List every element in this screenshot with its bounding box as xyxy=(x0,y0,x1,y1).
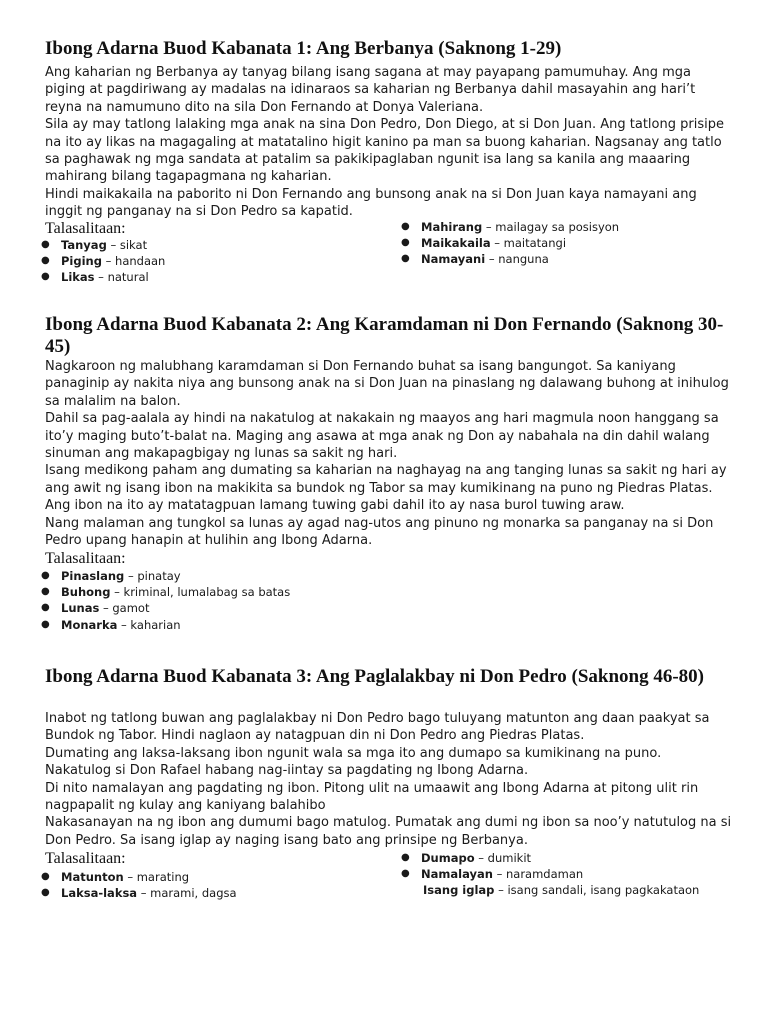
chapter-1-paragraph: Hindi maikakaila na paborito ni Don Fernando ang bunsong anak na si Don Juan kaya namayani ang inggit ng panganay na si Don Pedro sa kapatid. xyxy=(45,186,697,220)
chapter-1-paragraph: Ang kaharian ng Berbanya ay tanyag bilang isang sagana at may payapang pamumuhay. Ang mga piging at pagdiriwang ay madalas na idinaraos sa kaharian ng Berbanya dahil masayahin ang hari’t reyna na namumuno dito na sila Don Fernando at Donya Valeriana. xyxy=(45,65,696,115)
list-item: ● Maikakaila – maitatangi xyxy=(401,236,567,251)
list-item: ● Dumapo – dumikit xyxy=(401,851,532,865)
list-item: ● Pinaslang – pinatay xyxy=(41,569,181,583)
chapter-2 xyxy=(41,314,735,636)
list-item: ● Likas – natural xyxy=(41,270,149,285)
list-item: ● Piging – handaan xyxy=(41,254,166,269)
list-item: ● Namalayan – naramdaman xyxy=(401,867,584,882)
chapter-3-paragraph: Inabot ng tatlong buwan ang paglalakbay ni Don Pedro bago tuluyang matunton ang daan paakyat sa Bundok ng Tabor. Hindi naglaon ay natagpuan din ni Don Pedro ang Piedras Platas. xyxy=(45,711,710,744)
chapter-3-paragraph: Nakatulog si Don Rafael habang nag-iintay sa pagdating ng Ibong Adarna. xyxy=(45,763,529,779)
list-item: ● Lunas – gamot xyxy=(41,601,150,616)
list-item: ● Tanyag – sikat xyxy=(41,238,148,252)
chapter-2-paragraph: Isang medikong paham ang dumating sa kaharian na naghayag na ang tanging lunas sa sakit ng hari ay ang awit ng isang ibon na makikita sa bundok ng Tabor sa may kumikinang na puno ng Piedras Platas. Ang ibon na ito ay matatagpuan lamang tuwing gabi dahil ito ay nasa burol tuwing araw. xyxy=(45,463,727,514)
vocab-list-right xyxy=(401,850,699,899)
chapter-2-paragraph: Nang malaman ang tungkol sa lunas ay agad nag-utos ang pinuno ng monarka sa panganay na si Don Pedro upang hanapin at hulihin ang Ibong Adarna. xyxy=(45,515,714,549)
list-item: ● Buhong – kriminal, lumalabag sa batas xyxy=(41,585,291,600)
vocab-list-left xyxy=(41,568,290,633)
chapter-3-paragraph: Di nito namalayan ang pagdating ng ibon. Pitong ulit na umaawit ang Ibong Adarna at pitong ulit rin nagpapalit ng kulay ang kaniyang balahibo xyxy=(45,780,699,814)
talasalitaan-label: Talasalitaan: xyxy=(45,550,126,567)
list-item: ● Mahirang – mailagay sa posisyon xyxy=(401,220,620,234)
chapter-2-title: Ibong Adarna Buod Kabanata 2: Ang Karamdaman ni Don Fernando (Saknong 30-45) xyxy=(45,314,724,357)
chapter-3-title: Ibong Adarna Buod Kabanata 3: Ang Paglalakbay ni Don Pedro (Saknong 46-80) xyxy=(45,666,705,687)
chapter-2-paragraph: Dahil sa pag-aalala ay hindi na nakatulog at nakakain ng maayos ang hari magmula noon hanggang sa ito’y maging buto’t-balat na. Maging ang asawa at mga anak ng Don ay nabahala na din dahil walang sinuman ang makapagbigay ng lunas sa sakit ng hari. xyxy=(45,411,719,462)
vocab-list-right xyxy=(401,219,619,268)
chapter-3-paragraph: Dumating ang laksa-laksang ibon ngunit wala sa mga ito ang dumapo sa kumikinang na puno. xyxy=(45,745,662,761)
list-item: ● Namayani – nanguna xyxy=(401,252,549,267)
talasalitaan-label: Talasalitaan: xyxy=(45,850,126,867)
chapter-1-title: Ibong Adarna Buod Kabanata 1: Ang Berbanya (Saknong 1-29) xyxy=(45,38,562,59)
chapter-1-paragraph: Sila ay may tatlong lalaking mga anak na sina Don Pedro, Don Diego, at si Don Juan. Ang tatlong prisipe na ito ay likas na magagaling at matatalino higit kanino pa man sa buong kaharian. Nagsanay ang tatlo sa paghawak ng mga sandata at patalim sa pakikipaglaban ngunit isa lang sa kanila ang maaaring mahirang bilang tagapagmana ng kaharian. xyxy=(45,117,724,185)
chapter-2-paragraph: Nagkaroon ng malubhang karamdaman si Don Fernando buhat sa isang bangungot. Sa kaniyang panaginip ay nakita niya ang bunsong anak na si Don Juan na pinaslang ng dalawang buhong at inihulog sa malalim na balon. xyxy=(45,359,729,409)
vocab-list-left xyxy=(41,869,237,901)
talasalitaan-label: Talasalitaan: xyxy=(45,220,126,237)
list-item: ● Laksa-laksa – marami, dagsa xyxy=(41,886,237,901)
list-item: Isang iglap – isang sandali, isang pagkakataon xyxy=(423,883,700,898)
chapter-3 xyxy=(41,666,735,910)
list-item: ● Matunton – marating xyxy=(41,870,190,884)
vocab-list-left xyxy=(41,237,165,286)
chapter-3-paragraph: Nakasanayan na ng ibon ang dumumi bago matulog. Pumatak ang dumi ng ibon sa noo’y natutulog na si Don Pedro. Sa isang iglap ay naging isang bato ang prinsipe ng Berbanya. xyxy=(45,815,732,848)
list-item: ● Monarka – kaharian xyxy=(41,617,181,632)
chapter-1 xyxy=(41,38,735,290)
